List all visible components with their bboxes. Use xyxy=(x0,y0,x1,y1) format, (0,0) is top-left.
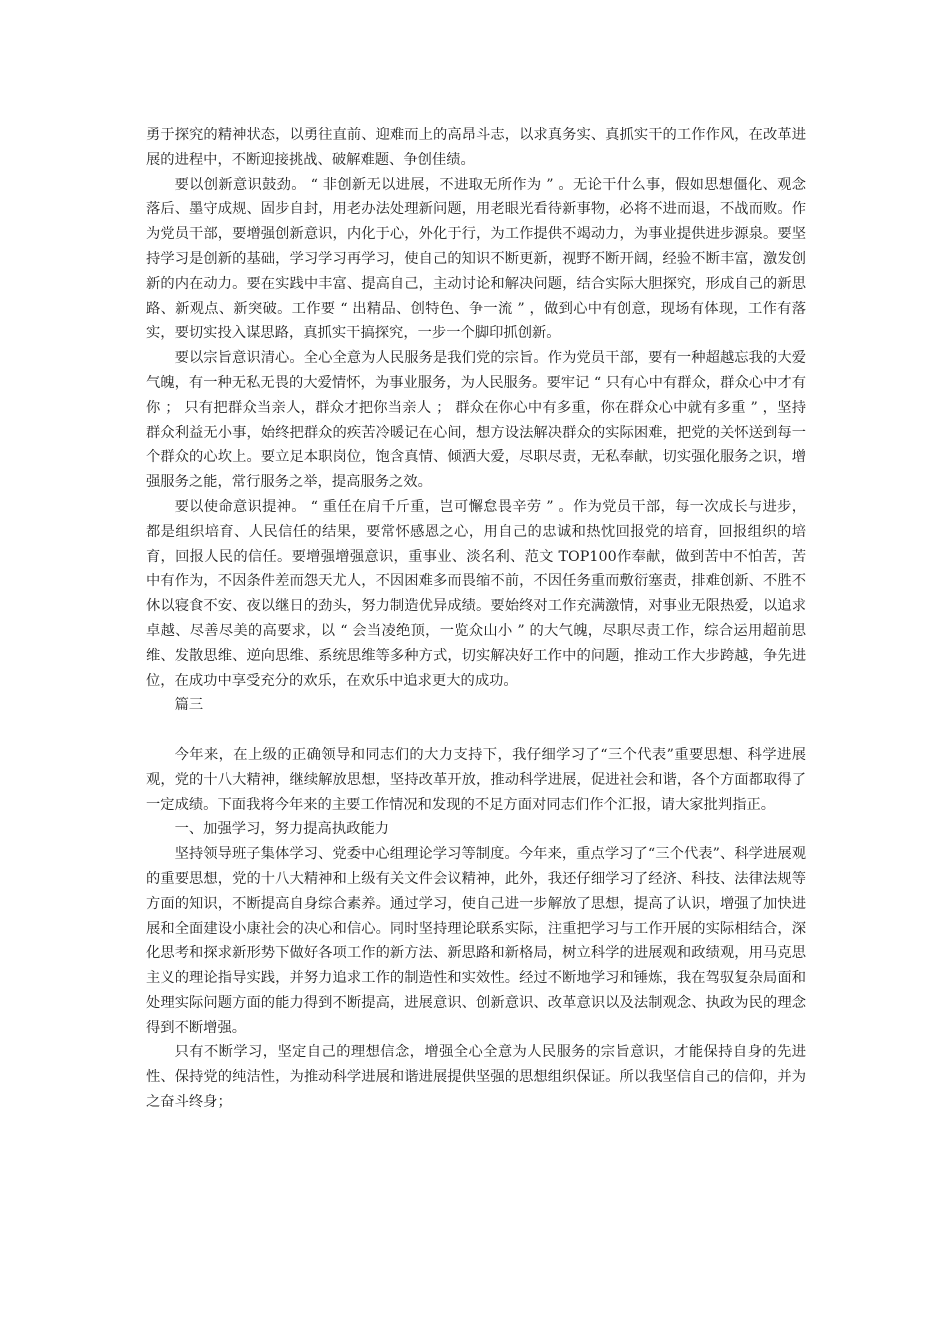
paragraph-continuation: 勇于探究的精神状态，以勇往直前、迎难而上的高昂斗志，以求真务实、真抓实干的工作作风，在改革进展的进程中，不断迎接挑战、破解难题、争创佳绩。 xyxy=(146,127,806,168)
paragraph-mission: 要以使命意识提神。 “ 重任在肩千斤重，岂可懈怠畏辛劳 ” 。作为党员干部，每一次成长与进步，都是组织培育、人民信任的结果，要常怀感恩之心，用自己的忠诚和热忱回报党的培育，回报组织的培育，回报人民的信任。要增强增强意识，重事业、淡名利、范文 TOP100作奉献，做到苦中不怕苦，苦中有作为，不因条件差而怨天尤人，不因困难多而畏缩不前，不因任务重而敷衍塞责，排难创新、不胜不休以寝食不安、夜以继日的劲头，努力制造优异成绩。要始终对工作充满激情，对事业无限热爱，以追求卓越、尽善尽美的高要求，以 “ 会当凌绝顶，一览众山小 ” 的大气魄，尽职尽责工作，综合运用超前思维、发散思维、逆向思维、系统思维等多种方式，切实解决好工作中的问题，推动工作大步跨越，争先进位，在成功中享受充分的欢乐，在欢乐中追求更大的成功。 xyxy=(146,498,806,689)
paragraph-introduction: 今年来，在上级的正确领导和同志们的大力支持下，我仔细学习了“三个代表”重要思想、科学进展观，党的十八大精神，继续解放思想，坚持改革开放，推动科学进展，促进社会和谐，各个方面都取得了一定成绩。下面我将今年来的主要工作情况和发现的不足方面对同志们作个汇报，请大家批判指正。 xyxy=(146,746,806,813)
paragraph-innovation: 要以创新意识鼓劲。 “ 非创新无以进展，不进取无所作为 ” 。无论干什么事，假如思想僵化、观念落后、墨守成规、固步自封，用老办法处理新问题，用老眼光看待新事物，必将不进而退，不战而败。作为党员干部，要增强创新意识，内化于心，外化于行，为工作提供不竭动力，为事业提供进步源泉。要坚持学习是创新的基础，学习学习再学习，使自己的知识不断更新，视野不断开阔，经验不断丰富，激发创新的内在动力。要在实践中丰富、提高自己，主动讨论和解决问题，结合实际大胆探究，形成自己的新思路、新观点、新突破。工作要 “ 出精品、创特色、争一流 ” ，做到心中有创意，现场有体现，工作有落实，要切实投入谋思路，真抓实干搞探究，一步一个脚印抓创新。 xyxy=(146,176,806,342)
document-body xyxy=(146,123,806,1115)
paragraph-continuous-learning: 只有不断学习，坚定自己的理想信念，增强全心全意为人民服务的宗旨意识，才能保持自身的先进性、保持党的纯洁性，为推动科学进展和谐进展提供坚强的思想组织保证。所以我坚信自己的信仰，并为之奋斗终身； xyxy=(146,1044,806,1111)
subheading-study: 一、加强学习，努力提高执政能力 xyxy=(174,821,390,838)
blank-line xyxy=(146,718,806,743)
paragraph-study-system: 坚持领导班子集体学习、党委中心组理论学习等制度。今年来，重点学习了“三个代表”、科学进展观的重要思想，党的十八大精神和上级有关文件会议精神，此外，我还仔细学习了经济、科技、法律法规等方面的知识，不断提高自身综合素养。通过学习，使自己进一步解放了思想，提高了认识，增强了加快进展和全面建设小康社会的决心和信心。同时坚持理论联系实际，注重把学习与工作开展的实际相结合，深化思考和探求新形势下做好各项工作的新方法、新思路和新格局，树立科学的进展观和政绩观，用马克思主义的理论指导实践，并努力追求工作的制造性和实效性。经过不断地学习和锤炼，我在驾驭复杂局面和处理实际问题方面的能力得到不断提高，进展意识、创新意识、改革意识以及法制观念、执政为民的理念得到不断增强。 xyxy=(146,846,806,1036)
paragraph-purpose: 要以宗旨意识清心。全心全意为人民服务是我们党的宗旨。作为党员干部，要有一种超越忘我的大爱气魄，有一种无私无畏的大爱情怀，为事业服务，为人民服务。要牢记 “ 只有心中有群众，群众心中才有你 ； 只有把群众当亲人，群众才把你当亲人 ； 群众在你心中有多重，你在群众心中就有多重 ” ，坚持群众利益无小事，始终把群众的疾苦冷暖记在心间，想方设法解决群众的实际困难，把党的关怀送到每一个群众的心坎上。要立足本职岗位，饱含真情、倾洒大爱，尽职尽责，无私奉献，切实强化服务之识，增强服务之能，常行服务之举，提高服务之效。 xyxy=(146,350,806,491)
section-heading-part-three: 篇三 xyxy=(174,697,204,714)
